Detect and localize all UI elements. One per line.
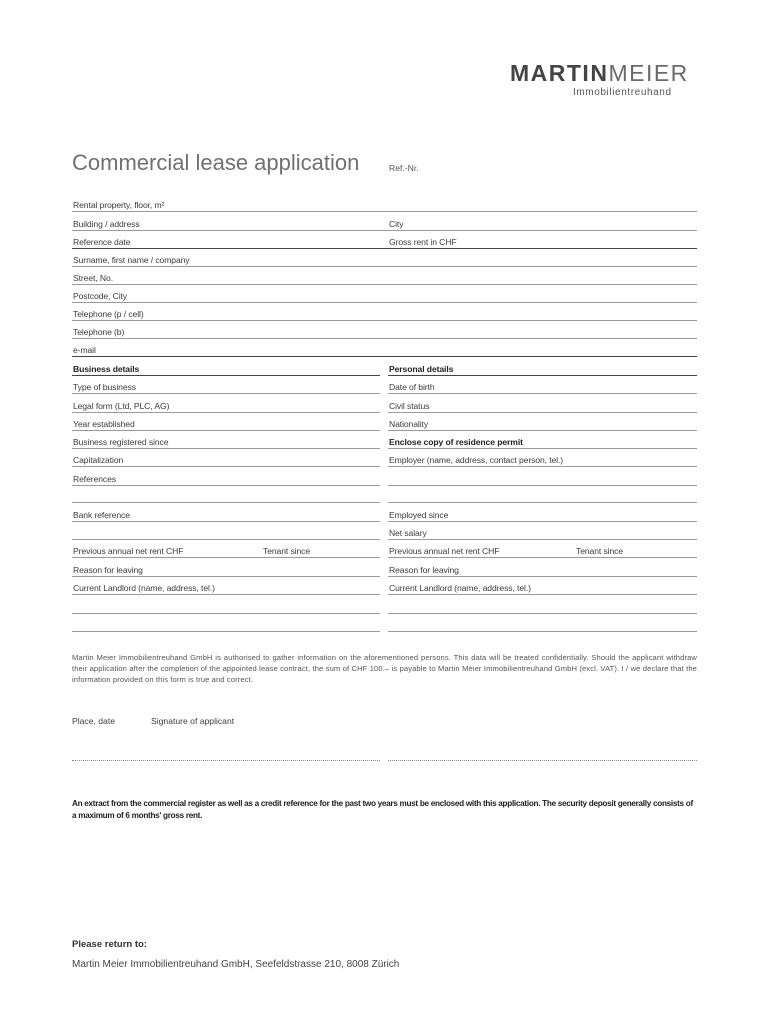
logo-part-2: MEIER	[608, 60, 689, 86]
place-date-signature-line[interactable]	[72, 760, 380, 761]
employer-field-1[interactable]	[388, 466, 697, 467]
ref-number-label: Ref.-Nr.	[389, 163, 419, 173]
applicant-signature-line[interactable]	[388, 760, 697, 761]
telephone-b-label: Telephone (b)	[73, 327, 125, 337]
personal-tenant-since-label: Tenant since	[576, 546, 624, 556]
type-of-business-label: Type of business	[73, 382, 136, 392]
capitalization-field[interactable]	[72, 466, 380, 467]
business-reason-field[interactable]	[72, 576, 380, 577]
business-prev-rent-label: Previous annual net rent CHF	[73, 546, 184, 556]
references-label: References	[73, 474, 116, 484]
company-logo	[510, 60, 689, 87]
postcode-field[interactable]	[72, 302, 697, 303]
signature-label: Signature of applicant	[151, 716, 235, 726]
personal-landlord-field-2[interactable]	[388, 613, 697, 614]
personal-reason-field[interactable]	[388, 576, 697, 577]
enclosure-note: An extract from the commercial register as well as a credit reference for the past two years must be enclosed with this application. The security deposit generally consists of a maximum of 6 months' gross rent.	[72, 799, 693, 820]
street-field[interactable]	[72, 284, 697, 285]
business-tenant-since-label: Tenant since	[263, 546, 311, 556]
telephone-p-field[interactable]	[72, 320, 697, 321]
telephone-b-field[interactable]	[72, 338, 697, 339]
page-title: Commercial lease application	[72, 150, 360, 175]
business-reason-label: Reason for leaving	[73, 565, 143, 575]
nationality-field[interactable]	[388, 430, 697, 431]
nationality-label: Nationality	[389, 419, 429, 429]
surname-field[interactable]	[72, 266, 697, 267]
personal-landlord-label: Current Landlord (name, address, tel.)	[389, 583, 531, 593]
business-landlord-field-1[interactable]	[72, 594, 380, 595]
logo-part-1: MARTIN	[510, 60, 609, 86]
type-of-business-field[interactable]	[72, 393, 380, 394]
reference-date-field[interactable]	[72, 248, 697, 249]
business-details-heading: Business details	[73, 364, 140, 374]
personal-prev-rent-label: Previous annual net rent CHF	[389, 546, 500, 556]
capitalization-label: Capitalization	[73, 455, 124, 465]
building-city-field[interactable]	[72, 230, 697, 231]
personal-prev-rent-field[interactable]	[388, 557, 697, 558]
employer-field-2[interactable]	[388, 485, 697, 486]
gross-rent-label: Gross rent in CHF	[389, 237, 457, 247]
return-heading: Please return to:	[72, 939, 147, 950]
legal-form-label: Legal form (Ltd, PLC, AG)	[73, 401, 170, 411]
bank-reference-field-2[interactable]	[72, 539, 380, 540]
employed-since-label: Employed since	[389, 510, 449, 520]
business-landlord-field-2[interactable]	[72, 613, 380, 614]
bank-reference-label: Bank reference	[73, 510, 130, 520]
personal-details-heading: Personal details	[389, 364, 454, 374]
disclaimer-text: Martin Meier Immobilientreuhand GmbH is authorised to gather information on the aforementioned persons. This data will be treated confidentially. Should the applicant withdraw their application after the completion of the appointed lease contract, the sum of CHF 100.– is payable to Martin Meier Immobilientreuhand GmbH (excl. VAT). I / we declare that the information provided on this form is true and correct.	[72, 653, 697, 684]
postcode-label: Postcode, City	[73, 291, 128, 301]
references-field-1[interactable]	[72, 485, 380, 486]
building-label: Building / address	[73, 219, 140, 229]
civil-status-field[interactable]	[388, 412, 697, 413]
civil-status-label: Civil status	[389, 401, 430, 411]
date-of-birth-field[interactable]	[388, 393, 697, 394]
logo-subtitle: Immobilientreuhand	[573, 87, 672, 98]
business-heading-rule	[72, 375, 380, 376]
telephone-p-label: Telephone (p / cell)	[73, 309, 144, 319]
references-field-2[interactable]	[72, 502, 380, 503]
personal-reason-label: Reason for leaving	[389, 565, 459, 575]
business-landlord-field-3[interactable]	[72, 631, 380, 632]
rental-property-field[interactable]	[72, 211, 697, 212]
net-salary-field[interactable]	[388, 539, 697, 540]
street-label: Street, No.	[73, 273, 113, 283]
business-registered-field[interactable]	[72, 448, 380, 449]
city-label: City	[389, 219, 404, 229]
reference-date-label: Reference date	[73, 237, 131, 247]
email-field[interactable]	[72, 356, 697, 357]
business-landlord-label: Current Landlord (name, address, tel.)	[73, 583, 215, 593]
personal-heading-rule	[388, 375, 697, 376]
date-of-birth-label: Date of birth	[389, 382, 435, 392]
personal-landlord-field-1[interactable]	[388, 594, 697, 595]
year-established-field[interactable]	[72, 430, 380, 431]
return-address: Martin Meier Immobilientreuhand GmbH, Seefeldstrasse 210, 8008 Zürich	[72, 959, 400, 970]
employed-since-field[interactable]	[388, 521, 697, 522]
year-established-label: Year established	[73, 419, 135, 429]
surname-label: Surname, first name / company	[73, 255, 190, 265]
employer-field-3[interactable]	[388, 502, 697, 503]
employer-label: Employer (name, address, contact person, tel.)	[389, 455, 564, 465]
rental-property-label: Rental property, floor, m²	[73, 200, 165, 210]
personal-landlord-field-3[interactable]	[388, 631, 697, 632]
business-prev-rent-field[interactable]	[72, 557, 380, 558]
residence-permit-rule	[388, 448, 697, 449]
net-salary-label: Net salary	[389, 528, 427, 538]
email-label: e-mail	[73, 345, 96, 355]
bank-reference-field-1[interactable]	[72, 521, 380, 522]
place-date-label: Place, date	[72, 716, 115, 726]
business-registered-label: Business registered since	[73, 437, 169, 447]
residence-permit-label: Enclose copy of residence permit	[389, 437, 523, 447]
legal-form-field[interactable]	[72, 412, 380, 413]
